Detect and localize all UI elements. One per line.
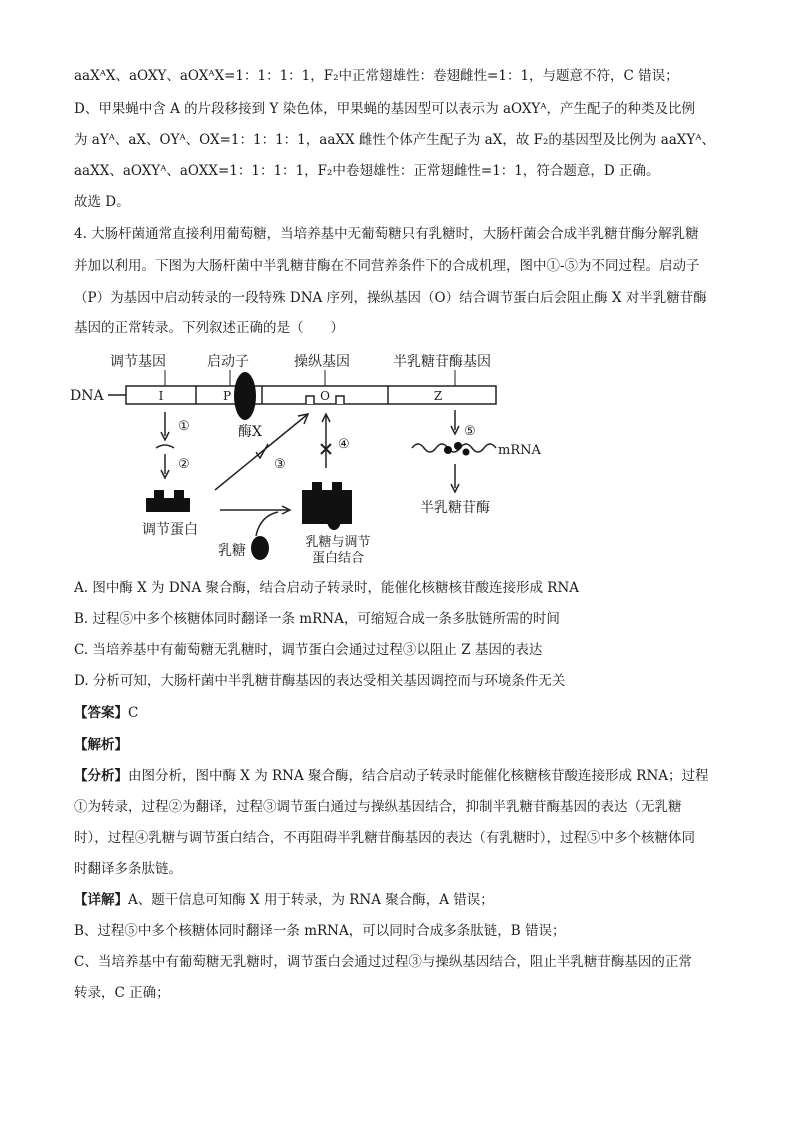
mrna-fragment xyxy=(156,445,174,448)
segment-p: P xyxy=(222,389,232,403)
option-b: B. 过程⑤中多个核糖体同时翻译一条 mRNA，可缩短合成一条多肽链所需的时间 xyxy=(74,611,560,627)
analysis-tag: 【解析】 xyxy=(74,737,128,753)
question-stem: （P）为基因中启动转录的一段特殊 DNA 序列，操纵基因（O）结合调节蛋白后会阻止酶 X 对半乳糖苷酶 xyxy=(74,290,707,306)
label-promoter: 启动子 xyxy=(207,354,249,370)
question-stem: 基因的正常转录。下列叙述正确的是（ ） xyxy=(74,320,344,336)
option-c: C. 当培养基中有葡萄糖无乳糖时，调节蛋白会通过过程③以阻止 Z 基因的表达 xyxy=(74,642,543,658)
label-dna: DNA xyxy=(70,388,104,404)
label-enzyme-x: 酶X xyxy=(238,424,262,440)
step-2: ② xyxy=(178,457,190,472)
xiangjie-tag: 【详解】 xyxy=(74,892,128,908)
label-mrna: mRNA xyxy=(498,443,541,458)
segment-o: O xyxy=(320,389,330,403)
bound-complex-shape xyxy=(302,482,352,524)
label-operator: 操纵基因 xyxy=(294,354,350,370)
step-1: ① xyxy=(178,419,190,434)
label-regulator-gene: 调节基因 xyxy=(110,354,166,370)
fenxi-line: 时翻译多条肽链。 xyxy=(74,861,182,877)
step-5: ⑤ xyxy=(464,424,476,439)
step-4: ④ xyxy=(338,437,350,452)
xiangjie-line: C、当培养基中有葡萄糖无乳糖时，调节蛋白会通过过程③与操纵基因结合，阻止半乳糖苷酶基因的正常 xyxy=(74,954,692,970)
label-lactose: 乳糖 xyxy=(218,543,246,559)
regulatory-protein-shape xyxy=(146,490,190,512)
xiangjie-line: 转录，C 正确； xyxy=(74,985,170,1001)
xiangjie-line: B、过程⑤中多个核糖体同时翻译一条 mRNA，可以同时合成多条肽链，B 错误； xyxy=(74,923,566,939)
answer-line xyxy=(74,703,138,723)
option-d: D. 分析可知，大肠杆菌中半乳糖苷酶基因的表达受相关基因调控而与环境条件无关 xyxy=(74,673,566,689)
mrna-strand xyxy=(412,444,496,452)
text-line: aaXᴬX、aOXY、aOXᴬX=1：1：1：1，F₂中正常翅雄性：卷翅雌性=1：1，与题意不符，C 错误； xyxy=(74,68,679,84)
xiangjie-line: 【详解】A、题干信息可知酶 X 用于转录，为 RNA 聚合酶，A 错误； xyxy=(74,892,494,908)
fenxi-tag: 【分析】 xyxy=(74,768,128,784)
label-regulatory-protein: 调节蛋白 xyxy=(142,522,198,538)
step-3: ③ xyxy=(274,457,286,472)
answer-tag: 【答案】 xyxy=(74,705,128,721)
question-stem: 并加以利用。下图为大肠杆菌中半乳糖苷酶在不同营养条件下的合成机理，图中①-⑤为不同过程。启动子 xyxy=(74,258,700,274)
label-bound-2: 蛋白结合 xyxy=(311,551,365,566)
answer-value: C xyxy=(128,705,139,721)
label-lacz-gene: 半乳糖苷酶基因 xyxy=(393,354,491,370)
segment-i: I xyxy=(158,389,164,403)
text-line: aaXX、aOXYᴬ、aOXX=1：1：1：1，F₂中卷翅雄性：正常翅雌性=1：1，符合题意，D 正确。 xyxy=(74,163,660,179)
label-galactosidase: 半乳糖苷酶 xyxy=(420,500,490,516)
text-line: D、甲果蝇中含 A 的片段移接到 Y 染色体，甲果蝇的基因型可以表示为 aOXYᴬ，产生配子的种类及比例 xyxy=(74,101,695,117)
text-line: 故选 D。 xyxy=(74,194,130,210)
label-bound-1: 乳糖与调节 xyxy=(305,535,371,550)
segment-z: Z xyxy=(433,389,443,403)
fenxi-line: 【分析】由图分析，图中酶 X 为 RNA 聚合酶，结合启动子转录时能催化核糖核苷酸连接形成 RNA；过程 xyxy=(74,768,709,784)
option-a: A. 图中酶 X 为 DNA 聚合酶，结合启动子转录时，能催化核糖核苷酸连接形成 RNA xyxy=(74,580,580,596)
lac-operon-diagram xyxy=(70,340,590,570)
fenxi-line: 时），过程④乳糖与调节蛋白结合，不再阻碍半乳糖苷酶基因的表达（有乳糖时），过程⑤中多个核糖体同 xyxy=(74,830,695,846)
text-line: 为 aYᴬ、aX、OYᴬ、OX=1：1：1：1，aaXX 雌性个体产生配子为 aX，故 F₂的基因型及比例为 aaXYᴬ、 xyxy=(74,132,715,148)
fenxi-line: ①为转录，过程②为翻译，过程③调节蛋白通过与操纵基因结合，抑制半乳糖苷酶基因的表达（无乳糖 xyxy=(74,799,682,815)
question-stem: 4. 大肠杆菌通常直接利用葡萄糖，当培养基中无葡萄糖只有乳糖时，大肠杆菌会合成半乳糖苷酶分解乳糖 xyxy=(74,226,699,242)
lactose-shape xyxy=(251,536,269,560)
enzyme-x-shape xyxy=(234,372,256,420)
